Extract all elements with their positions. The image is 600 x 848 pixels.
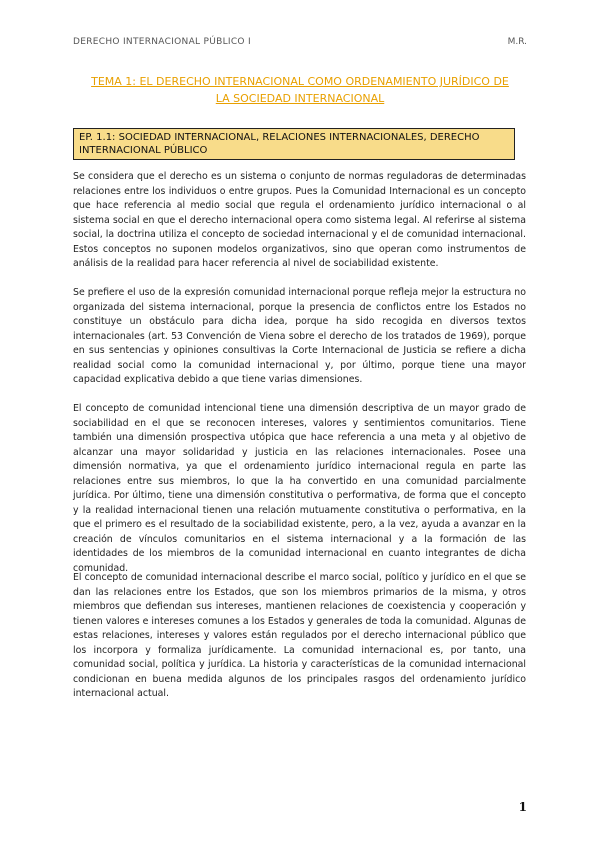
running-header-author: M.R. bbox=[507, 37, 527, 47]
running-header-title: DERECHO INTERNACIONAL PÚBLICO I bbox=[73, 37, 251, 47]
chapter-title: TEMA 1: EL DERECHO INTERNACIONAL COMO ORDENAMIENTO JURÍDICO DE LA SOCIEDAD INTERNACIONAL bbox=[91, 75, 509, 105]
paragraph: Se considera que el derecho es un sistema o conjunto de normas reguladoras de determinadas relaciones entre los individuos o entre grupos. Pues la Comunidad Internacional es un concepto que hace referencia al medio social que regula el ordenamiento jurídico internacional o al sistema social en que el derecho internacional opera como sistema legal. Al referirse al sistema social, la doctrina utiliza el concepto de sociedad internacional y el de comunidad internacional. Estos conceptos no suponen modelos organizativos, sino que operan como instrumentos de análisis de la realidad para hacer referencia al nivel de sociabilidad existente. bbox=[73, 171, 526, 269]
section-heading-box bbox=[73, 128, 515, 160]
paragraph: El concepto de comunidad internacional describe el marco social, político y jurídico en el que se dan las relaciones entre los Estados, que son los miembros primarios de la misma, y otros miembros que defiendan sus intereses, mantienen relaciones de coexistencia y cooperación y tienen valores e intereses comunes a los Estados y generales de toda la comunidad. Algunas de estas relaciones, intereses y valores están regulados por el derecho internacional público que los incorpora y formaliza jurídicamente. La comunidad internacional es, por tanto, una comunidad social, política y jurídica. La historia y características de la comunidad internacional condicionan en buena medida algunos de los principales rasgos del ordenamiento jurídico internacional actual. bbox=[73, 572, 526, 699]
paragraph: El concepto de comunidad intencional tiene una dimensión descriptiva de un mayor grado de sociabilidad en el que se reconocen intereses, valores y sentimientos comunitarios. Tiene también una dimensión prospectiva utópica que hace referencia a una meta y al objetivo de alcanzar una mayor solidaridad y justicia en las relaciones internacionales. Posee una dimensión normativa, ya que el ordenamiento jurídico internacional regula en parte las relaciones entre sus miembros, lo que la ha convertido en una comunidad parcialmente jurídica. Por último, tiene una dimensión constitutiva o performativa, de forma que el concepto y la realidad internacional tienen una relación mutuamente constitutiva o performativa, en la que el primero es el resultado de la sociabilidad existente, pero, a la vez, ayuda a avanzar en la creación de vínculos comunitarios en el sistema internacional y a la formación de las identidades de los miembros de la comunidad internacional en cuanto integrantes de dicha comunidad. bbox=[73, 403, 526, 574]
section-heading: EP. 1.1: SOCIEDAD INTERNACIONAL, RELACIONES INTERNACIONALES, DERECHO INTERNACIONAL PÚBLICO bbox=[79, 132, 480, 156]
page-number: 1 bbox=[518, 800, 527, 814]
paragraph: Se prefiere el uso de la expresión comunidad internacional porque refleja mejor la estructura no organizada del sistema internacional, porque la presencia de conflictos entre los Estados no constituye un obstáculo para dicha idea, porque ha sido recogida en diversos textos internacionales (art. 53 Convención de Viena sobre el derecho de los tratados de 1969), porque en sus sentencias y opiniones consultivas la Corte Internacional de Justicia se refiere a dicha realidad social como la comunidad internacional y, por último, porque tiene una mayor capacidad explicativa debido a que tiene varias dimensiones. bbox=[73, 287, 526, 385]
